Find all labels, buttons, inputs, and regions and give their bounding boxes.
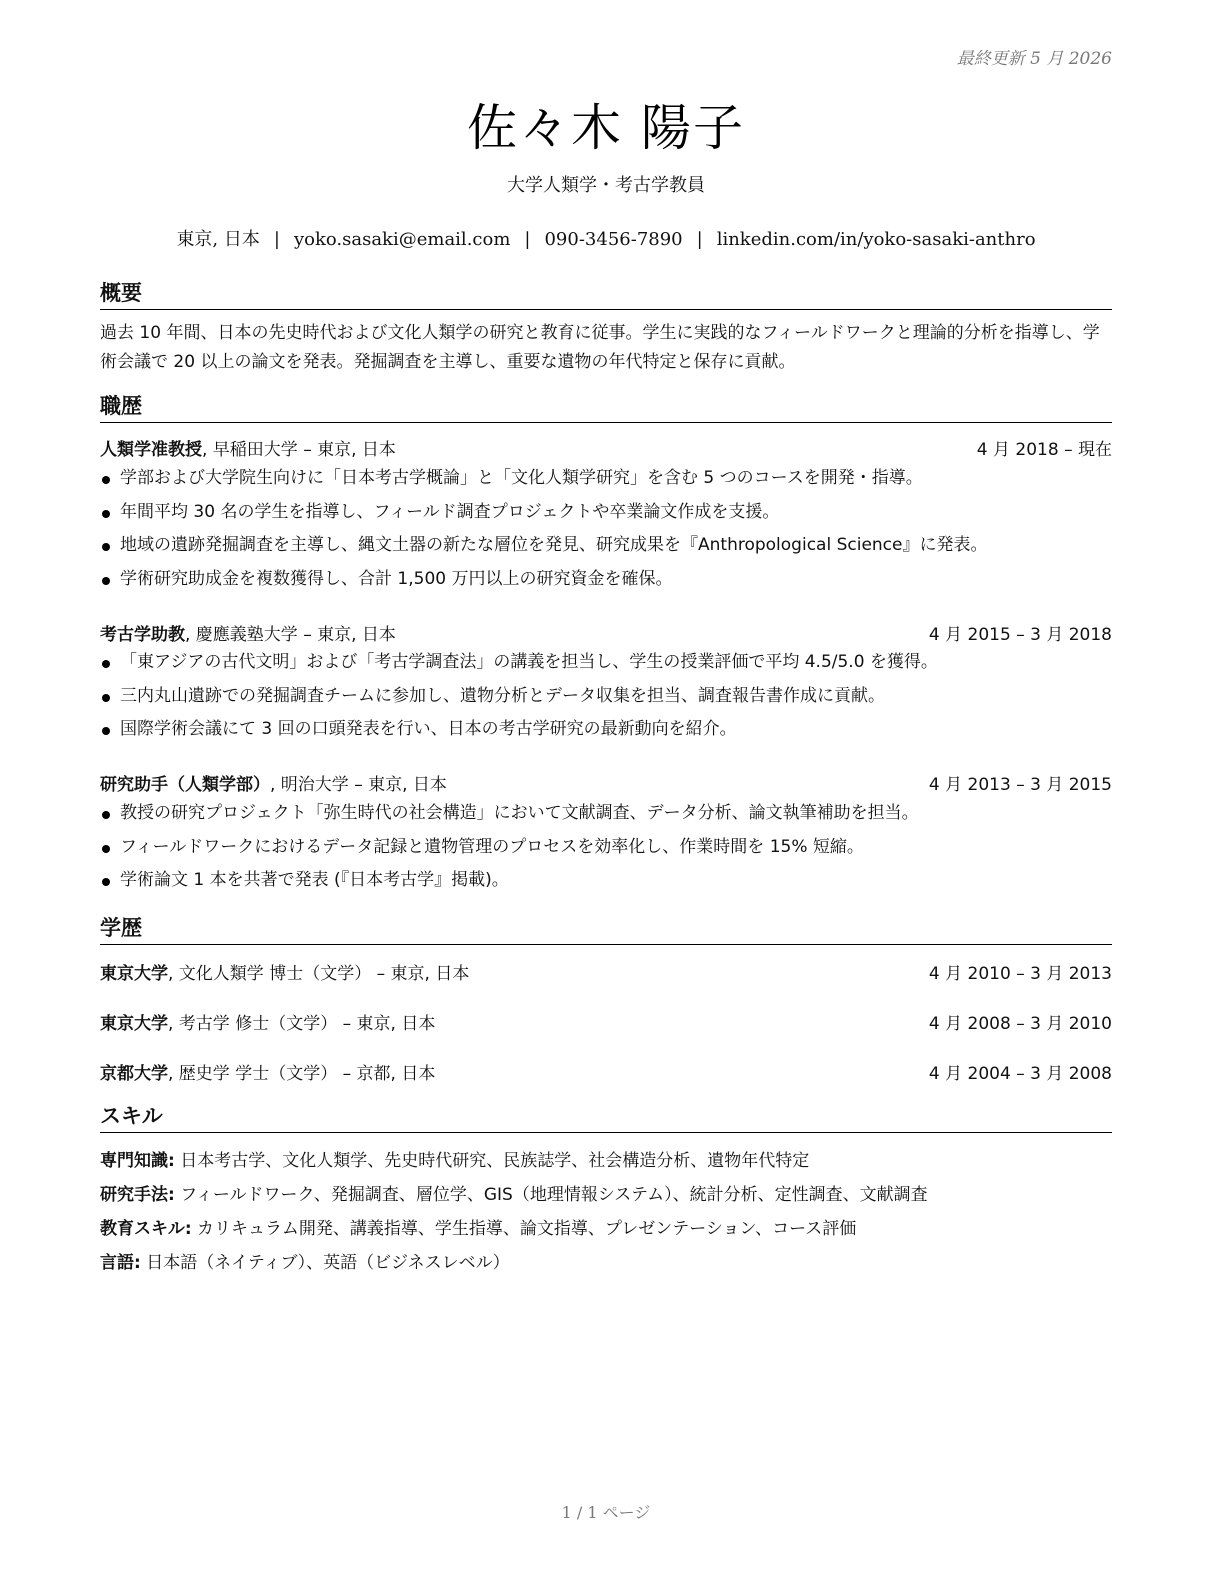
job-org: , 慶應義塾大学 – 東京, 日本: [185, 625, 396, 645]
education-dates: 4 月 2008 – 3 月 2010: [928, 1014, 1112, 1034]
job-role-org: [100, 435, 396, 460]
skill-line: [100, 1214, 1112, 1239]
skill-label: 言語:: [100, 1253, 141, 1273]
section-title-education: 学歴: [100, 912, 1112, 945]
degree-detail: , 文化人類学 博士（文学） – 東京, 日本: [168, 964, 470, 984]
education-dates: 4 月 2004 – 3 月 2008: [928, 1064, 1112, 1084]
job-bullet: 学術研究助成金を複数獲得し、合計 1,500 万円以上の研究資金を確保。: [100, 563, 1112, 597]
contact-separator: |: [524, 229, 531, 250]
contact-email[interactable]: yoko.sasaki@email.com: [293, 229, 511, 250]
job-bullet: 地域の遺跡発掘調査を主導し、縄文土器の新たな層位を発見、研究成果を『Anthropological Science』に発表。: [100, 529, 1112, 563]
job-role-org: [100, 620, 396, 645]
job-bullet: 学部および大学院生向けに「日本考古学概論」と「文化人類学研究」を含む 5 つのコースを開発・指導。: [100, 462, 1112, 496]
skill-line: [100, 1180, 1112, 1205]
school-name: 東京大学: [100, 1014, 168, 1034]
education-item: [100, 1009, 1112, 1034]
job-header: [100, 435, 1112, 460]
skill-line: [100, 1248, 1112, 1273]
job-bullet: 学術論文 1 本を共著で発表 (『日本考古学』掲載)。: [100, 864, 1112, 898]
job-bullet: 三内丸山遺跡での発掘調査チームに参加し、遺物分析とデータ収集を担当、調査報告書作成に貢献。: [100, 680, 1112, 714]
job-bullets: [100, 462, 1112, 596]
job-header: [100, 620, 1112, 645]
job-bullet: 「東アジアの古代文明」および「考古学調査法」の講義を担当し、学生の授業評価で平均 4.5/5.0 を獲得。: [100, 646, 1112, 680]
job-role: 考古学助教: [100, 625, 185, 645]
job-bullet: フィールドワークにおけるデータ記録と遺物管理のプロセスを効率化し、作業時間を 15% 短縮。: [100, 831, 1112, 865]
section-title-skills: スキル: [100, 1100, 1112, 1133]
skill-label: 教育スキル:: [100, 1219, 192, 1239]
last-updated: 最終更新 5 月 2026: [956, 49, 1112, 69]
education-item: [100, 959, 1112, 984]
job-bullet: 教授の研究プロジェクト「弥生時代の社会構造」において文献調査、データ分析、論文執筆補助を担当。: [100, 797, 1112, 831]
skill-value: カリキュラム開発、講義指導、学生指導、論文指導、プレゼンテーション、コース評価: [191, 1219, 857, 1239]
contact-separator: |: [696, 229, 703, 250]
degree-detail: , 考古学 修士（文学） – 東京, 日本: [168, 1014, 436, 1034]
contact-phone: 090-3456-7890: [544, 229, 683, 250]
school-name: 東京大学: [100, 964, 168, 984]
summary-text: 過去 10 年間、日本の先史時代および文化人類学の研究と教育に従事。学生に実践的なフィールドワークと理論的分析を指導し、学術会議で 20 以上の論文を発表。発掘調査を主導し、重要な遺物の年代特定と保存に貢献。: [100, 323, 1100, 372]
skill-value: フィールドワーク、発掘調査、層位学、GIS（地理情報システム）、統計分析、定性調査、文献調査: [174, 1185, 928, 1205]
contact-linkedin[interactable]: linkedin.com/in/yoko-sasaki-anthro: [716, 229, 1036, 250]
education-item: [100, 1059, 1112, 1084]
skill-label: 研究手法:: [100, 1185, 175, 1205]
degree-detail: , 歴史学 学士（文学） – 京都, 日本: [168, 1064, 436, 1084]
job-title: 大学人類学・考古学教員: [507, 175, 705, 196]
job-role-org: [100, 770, 447, 795]
job-bullet: 年間平均 30 名の学生を指導し、フィールド調査プロジェクトや卒業論文作成を支援。: [100, 496, 1112, 530]
job-bullet: 国際学術会議にて 3 回の口頭発表を行い、日本の考古学研究の最新動向を紹介。: [100, 713, 1112, 747]
section-title-experience: 職歴: [100, 390, 1112, 423]
skill-line: [100, 1146, 1112, 1171]
job-header: [100, 770, 1112, 795]
contact-line: [100, 225, 1112, 251]
skill-value: 日本語（ネイティブ）、英語（ビジネスレベル）: [140, 1253, 510, 1273]
resume-page: [100, 0, 1112, 1584]
school-name: 京都大学: [100, 1064, 168, 1084]
contact-separator: |: [273, 229, 280, 250]
job-bullets: [100, 797, 1112, 898]
job-org: , 明治大学 – 東京, 日本: [270, 775, 447, 795]
job-bullets: [100, 646, 1112, 747]
skill-value: 日本考古学、文化人類学、先史時代研究、民族誌学、社会構造分析、遺物年代特定: [174, 1151, 810, 1171]
page-number: 1 / 1 ページ: [561, 1503, 651, 1522]
job-org: , 早稲田大学 – 東京, 日本: [202, 440, 396, 460]
job-role: 人類学准教授: [100, 440, 202, 460]
job-dates: 4 月 2015 – 3 月 2018: [928, 625, 1112, 645]
contact-location: 東京, 日本: [176, 229, 260, 250]
job-dates: 4 月 2018 – 現在: [976, 440, 1112, 460]
section-title-summary: 概要: [100, 277, 1112, 310]
person-name: 佐々木 陽子: [467, 99, 745, 157]
education-dates: 4 月 2010 – 3 月 2013: [928, 964, 1112, 984]
job-role: 研究助手（人類学部）: [100, 775, 270, 795]
job-dates: 4 月 2013 – 3 月 2015: [928, 775, 1112, 795]
skill-label: 専門知識:: [100, 1151, 175, 1171]
